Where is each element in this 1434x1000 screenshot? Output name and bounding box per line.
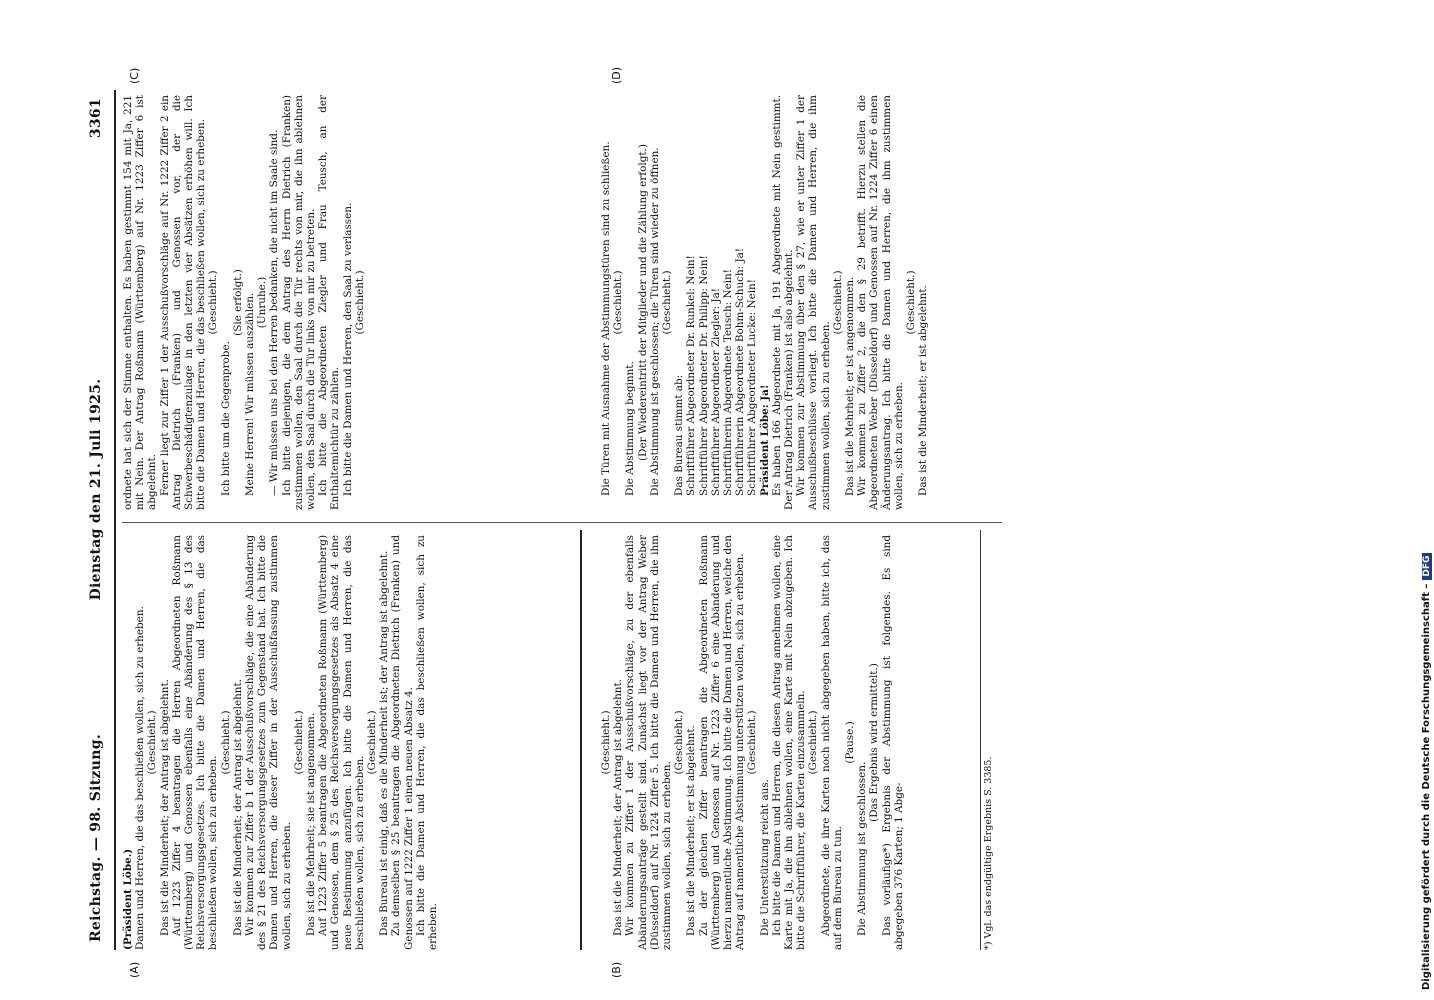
paragraph: Es haben 166 Abgeordnete mit Ja, 191 Abgeordnete mit Nein gestimmt. Der Antrag Dietrich (Franken) ist also abgelehnt. [770, 95, 796, 510]
column-divider [122, 522, 1002, 523]
stage-direction: (Geschieht.) [661, 270, 674, 335]
paragraph: Ferner liegt zur Ziffer 1 der Ausschußvorschläge auf Nr. 1222 Ziffer 2 ein Antrag Dietrich (Franken) und Genossen vor, der die Schwerbeschädigtenzulage in den letzten vier Absätzen erhöhen will. Ich bitte die Damen und Herren, die das beschließen wollen, sich zu erheben. [158, 95, 208, 510]
paragraph: Das Bureau stimmt ab: [673, 374, 686, 496]
dfg-logo: DFG [1422, 553, 1432, 580]
digitization-credit [1421, 553, 1432, 990]
vote-entry: Schriftführerin Abgeordnete Bohm-Schuch: Ja! [734, 248, 747, 496]
paragraph: Die Abstimmung ist geschlossen; die Türen sind wieder zu öffnen. [648, 147, 661, 496]
paragraph: Das Bureau ist einig, daß es die Minderheit ist; der Antrag ist abgelehnt. [378, 550, 391, 936]
paragraph: Zu demselben § 25 beantragen die Abgeordneten Dietrich (Franken) und Genossen auf 1222 Ziffer 1 einen neuen Absatz 4. [390, 535, 415, 950]
header-right [88, 98, 104, 600]
stage-direction: (Geschieht.) [600, 710, 612, 775]
paragraph: Zu der gleichen Ziffer beantragen die Abgeordneten Roßmann (Württemberg) und Genossen auf Nr. 1223 Ziffer 6 eine Abänderung und hierzu namentliche Abstimmung. Ich bitte die Damen und Herren, welche den Antrag auf namentliche Abstimmung unterstützen wollen, sich zu erheben. [697, 535, 747, 950]
vote-entry: Schriftführer Abgeordneter Dr. Runkel: Nein! [685, 255, 698, 496]
paragraph: Ich bitte die Damen und Herren, den Saal zu verlassen. [341, 202, 354, 496]
section-divider [580, 530, 582, 950]
paragraph: ordnete hat sich der Stimme enthalten. Es haben gestimmt 154 mit Ja, 221 mit Nein. Der Antrag Roßmann (Württemberg) auf Nr. 1223 Ziffer 6 ist abgelehnt. [122, 95, 159, 510]
stage-direction: (Sie erfolgt.) [231, 269, 244, 336]
margin-letter-a: (A) [128, 961, 141, 978]
stage-direction: (Geschieht.) [366, 710, 379, 775]
header-left: Reichstag. — 98. Sitzung. [88, 734, 104, 942]
stage-direction: (Geschieht.) [353, 270, 366, 335]
margin-letter-b: (B) [610, 961, 623, 978]
stage-direction: (Geschieht.) [905, 270, 918, 335]
paragraph: Ich bitte um die Gegenprobe. [219, 341, 232, 496]
stage-direction: (Pause.) [844, 721, 857, 764]
vote-entry: Schriftführer Abgeordneter Ziegler: Ja! [709, 288, 722, 496]
paragraph: Die Abstimmung ist geschlossen. [856, 761, 869, 936]
vote-entry: Präsident Löbe: Ja! [758, 384, 771, 496]
paragraph: Ich bitte die Damen und Herren, die diesen Antrag annehmen wollen, eine Karte mit Ja, die ihn ablehnen wollen, eine Karte mit Nein abzugeben. Ich bitte die Schriftführer, die Karten einzusammeln. [770, 535, 808, 950]
paragraph: Abgeordnete, die ihre Karten noch nicht abgegeben haben, bitte ich, das auf dem Bureau zu tun. [819, 535, 844, 950]
margin-letter-c: (C) [128, 67, 141, 84]
column-right-top [122, 95, 562, 510]
footnote: *) Vgl. das endgültige Ergebnis S. 3385. [980, 530, 994, 950]
stage-direction: (Der Wiedereintritt der Mitglieder und die Zählung erfolgt.) [636, 144, 649, 461]
paragraph: Meine Herren! Wir müssen auszählen. [244, 292, 257, 496]
page-header [80, 90, 116, 950]
stage-direction: (Geschieht.) [831, 270, 844, 335]
stage-direction: (Geschieht.) [807, 710, 820, 775]
paragraph: Auf 1223 Ziffer 5 beantragen die Abgeordneten Roßmann (Württemberg) und Genossen, dem § 25 des Reichsversorgungsgesetzes als Absatz 4 eine neue Bestimmung anzufügen. Ich bitte die Damen und Herren, die das beschließen wollen, sich zu erheben. [317, 535, 366, 950]
page-number: 3361 [88, 98, 104, 139]
paragraph: Das ist die Minderheit; er ist abgelehnt. [917, 285, 930, 496]
paragraph: Ich bitte diejenigen, die dem Antrag des Herrn Dietrich (Franken) zustimmen wollen, den Saal durch die Tür rechts von mir, die ihn ablehnen wollen, den Saal durch die Tür links von mir zu betreten. [280, 95, 318, 510]
paragraph: Wir kommen zu Ziffer 2, die den § 29 betrifft. Hierzu stellen die Abgeordneten Weber (Düsseldorf) und Genossen auf Nr. 1224 Ziffer 6 einen Änderungsantrag. Ich bitte die Damen und Herren, die ihm zustimmen wollen, sich zu erheben. [856, 95, 905, 510]
paragraph: Damen und Herren, die das beschließen wollen, sich zu erheben. [134, 606, 147, 950]
paragraph: Das ist die Mehrheit; sie ist angenommen. [305, 712, 318, 936]
paragraph: Wir kommen zur Abstimmung über den § 27, wie er unter Ziffer 1 der Ausschußbeschlüsse vorliegt. Ich bitte die Damen und Herren, die ihm zustimmen wollen, sich zu erheben. [795, 95, 832, 510]
paragraph: Die Abstimmung beginnt. [624, 361, 637, 496]
paragraph: Auf 1223 Ziffer 4 beantragen die Herren Abgeordneten Roßmann (Württemberg) und Genossen ebenfalls eine Abänderung des § 13 des Reichsversorgungsgesetzes. Ich bitte die Damen und Herren, die das beschließen wollen, sich zu erheben. [170, 535, 220, 950]
paragraph: Das ist die Mehrheit; er ist angenommen. [844, 276, 857, 496]
vote-entry: Schriftführer Abgeordneter Dr. Philipp: Nein! [697, 255, 710, 496]
stage-direction: (Geschieht.) [673, 710, 686, 775]
stage-direction: (Geschieht.) [146, 710, 159, 775]
vote-entry: Schriftführerin Abgeordnete Teusch: Nein! [722, 269, 735, 496]
paragraph: Die Unterstützung reicht aus. [758, 779, 771, 936]
stage-direction: (Geschieht.) [207, 270, 220, 335]
column-right-bottom [600, 95, 1020, 510]
paragraph: Das ist die Minderheit; er ist abgelehnt. [685, 725, 698, 936]
rotated-scanned-page [80, 66, 1340, 978]
paragraph: Das vorläufige*) Ergebnis der Abstimmung ist folgendes. Es sind abgegeben 376 Karten; 1 Abge- [880, 535, 905, 950]
stage-direction: (Unruhe.) [256, 276, 269, 329]
credit-text: Digitalisierung gefördert durch die Deutsche Forschungsgemeinschaft – [1421, 583, 1432, 990]
margin-letter-d: (D) [610, 66, 623, 84]
column-left-top [122, 535, 562, 950]
stage-direction: (Geschieht.) [292, 710, 305, 775]
stage-direction: (Geschieht.) [219, 710, 232, 775]
column-left-bottom [600, 535, 1020, 950]
paragraph: Das ist die Minderheit; der Antrag ist abgelehnt. [158, 679, 171, 936]
stage-direction: (Geschieht.) [612, 270, 625, 335]
paragraph: Wir kommen zu Ziffer 1 der Ausschußvorschläge, zu der ebenfalls Abänderungsanträge gestellt sind. Zunächst liegt vor der Antrag Weber (Düsseldorf) auf Nr. 1224 Ziffer 5. Ich bitte die Damen und Herren, die ihm zustimmen wollen, sich zu erheben. [624, 535, 674, 950]
vote-entry: Schriftführer Abgeordneter Lucke: Nein! [746, 279, 759, 496]
paragraph: — Wir müssen uns bei den Herren bedanken, die nicht im Saale sind. [268, 129, 281, 496]
speaker-label: (Präsident Löbe.) [122, 848, 134, 950]
paragraph: Ich bitte die Abgeordneten Ziegler und Frau Teusch, an der Enthaltemichtür zu zählen. [317, 95, 342, 510]
paragraph: Das ist die Minderheit; der Antrag ist abgelehnt. [612, 679, 625, 936]
paragraph: Das ist die Minderheit; der Antrag ist abgelehnt. [231, 679, 244, 936]
paragraph: Ich bitte die Damen und Herren, die das beschließen wollen, sich zu erheben. [414, 535, 440, 950]
header-date: Dienstag den 21. Juli 1925. [88, 378, 104, 601]
paragraph: Wir kommen zur Ziffer b 1 der Ausschußvorschläge, die eine Abänderung des § 21 des Reichsversorgungsgesetzes zum Gegenstand hat. Ich bitte die Damen und Herren, die dieser Ziffer in der Ausschußfassung zustimmen wollen, sich zu erheben. [244, 535, 293, 950]
stage-direction: (Geschieht.) [746, 710, 759, 775]
stage-direction: (Das Ergebnis wird ermittelt.) [868, 663, 881, 822]
paragraph: Die Türen mit Ausnahme der Abstimmungstüren sind zu schließen. [600, 141, 612, 496]
